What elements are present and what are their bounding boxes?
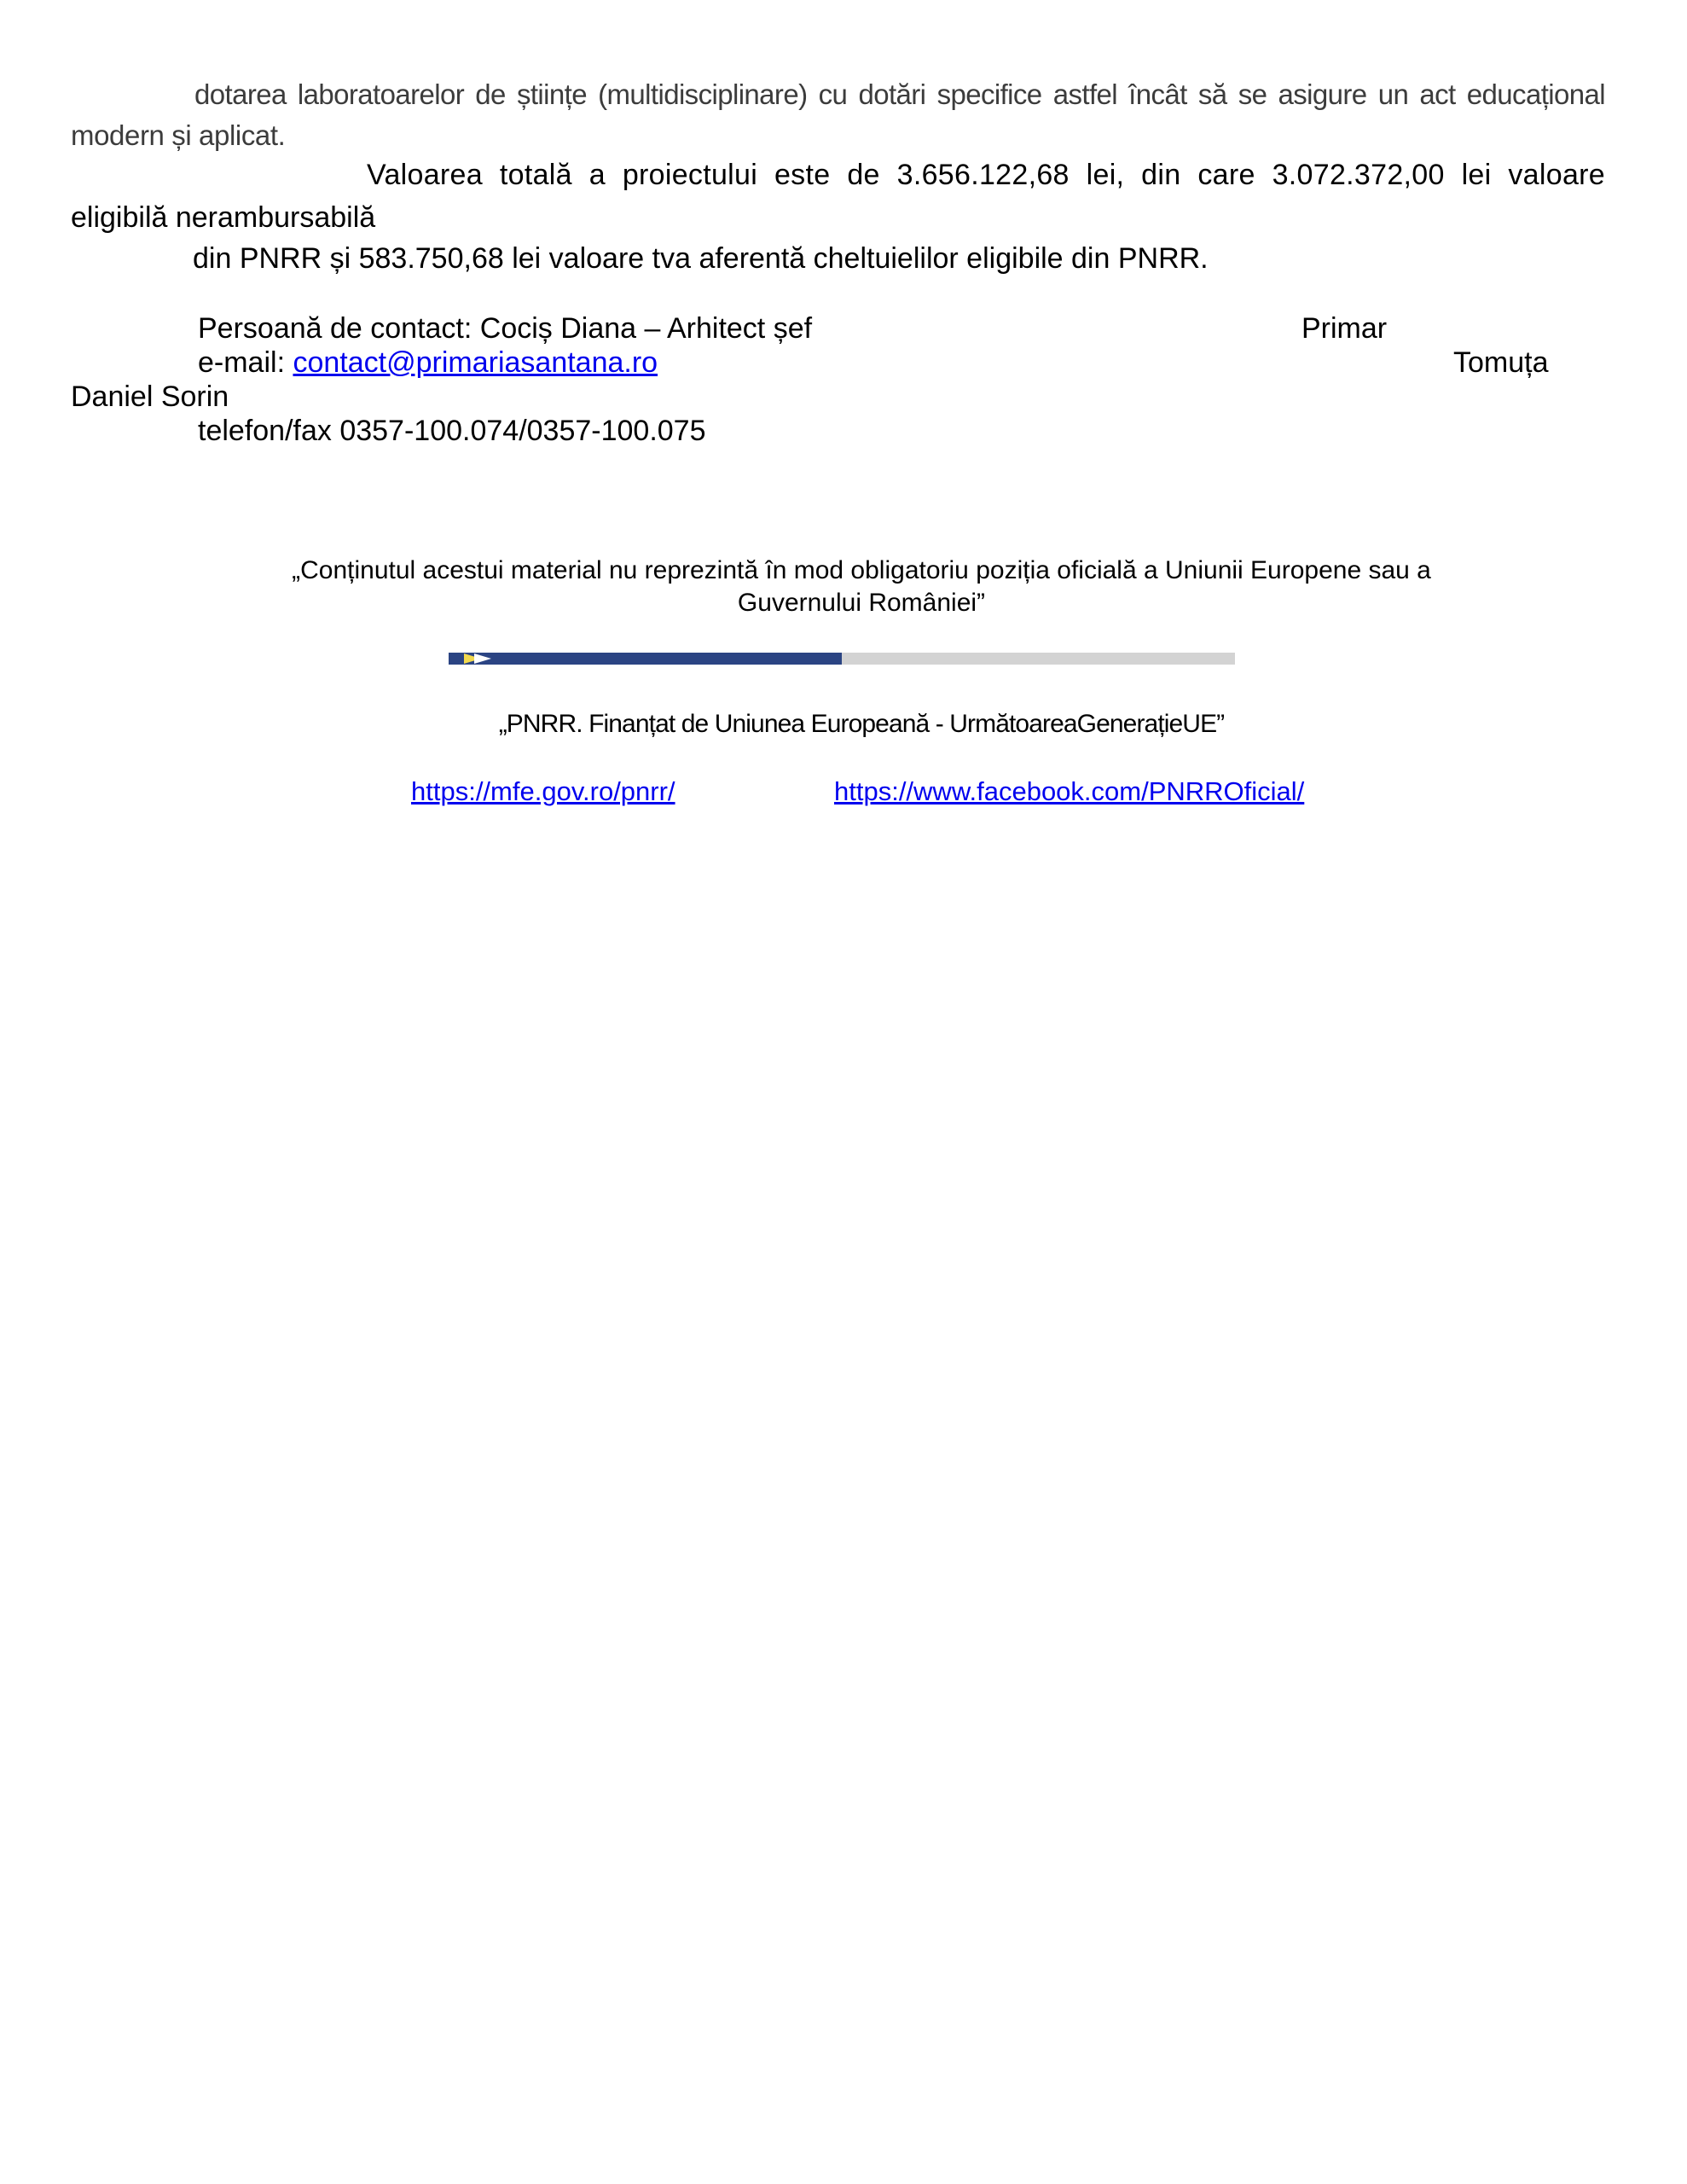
project-value-line: eligibilă nerambursabilă bbox=[71, 201, 376, 234]
mayor-name: Daniel Sorin bbox=[71, 380, 229, 413]
project-value-line: din PNRR și 583.750,68 lei valoare tva aferentă cheltuielilor eligibile din PNRR. bbox=[193, 242, 1209, 275]
pnrr-progress-bar bbox=[449, 650, 1235, 667]
email-link[interactable]: contact@primariasantana.ro bbox=[293, 346, 658, 379]
mfe-pnrr-link[interactable]: https://mfe.gov.ro/pnrr/ bbox=[411, 776, 675, 806]
mayor-title: Primar bbox=[1301, 312, 1388, 345]
facebook-pnrr-link[interactable]: https://www.facebook.com/PNRROficial/ bbox=[834, 776, 1305, 806]
contact-phone: telefon/fax 0357-100.074/0357-100.075 bbox=[198, 415, 706, 447]
progress-bar-fill bbox=[449, 653, 842, 665]
project-value-line: Valoarea totală a proiectului este de 3.656.122,68 lei, din care 3.072.372,00 lei valoare bbox=[367, 159, 1605, 191]
paragraph-line: modern și aplicat. bbox=[71, 119, 286, 151]
mayor-name: Tomuța bbox=[1453, 346, 1549, 379]
contact-email-line bbox=[198, 346, 658, 380]
email-label: e-mail: bbox=[198, 346, 293, 379]
pnrr-slogan: „PNRR. Finanțat de Uniunea Europeană - UrmătoareaGenerațieUE” bbox=[498, 710, 1225, 738]
paragraph-line: dotarea laboratoarelor de științe (multidisciplinare) cu dotări specifice astfel încât să se asigure un act educațional bbox=[194, 78, 1605, 110]
disclaimer-text: „Conținutul acestui material nu reprezintă în mod obligatoriu poziția oficială a Uniunii Europene sau a Guvernului României” bbox=[292, 556, 1431, 617]
contact-person: Persoană de contact: Cociș Diana – Arhitect șef bbox=[198, 312, 813, 345]
